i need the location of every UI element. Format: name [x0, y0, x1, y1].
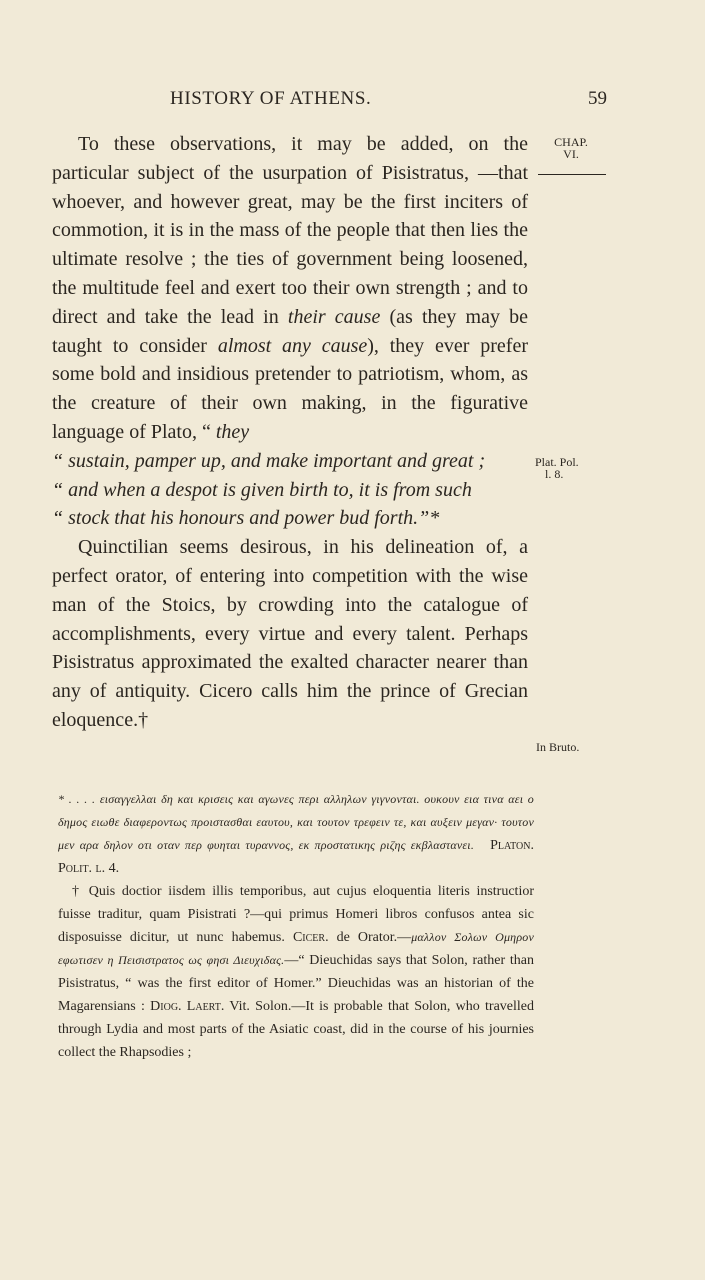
footnote-2-text-3: —“ Dieuchidas says that Solon, rather than Pisistratus, “ was the first editor of Homer.” Dieuchidas was an historian of the Magarensians :: [58, 953, 535, 1014]
footnote-1-source: Platon. Polit. l. 4.: [58, 838, 534, 876]
page-number: 59: [588, 88, 607, 109]
chapter-label: CHAP.: [554, 135, 588, 149]
footnote-2: [58, 880, 534, 1064]
running-head: [52, 88, 607, 116]
margin-note-plato-line1: Plat. Pol.: [535, 455, 579, 469]
chapter-marker: [536, 136, 606, 160]
footnote-2-text-4: Vit. Solon.—It is probable that Solon, who travelled through Lydia and most parts of the Asiatic coast, did in the course of his journies collect the Rhapsodies ;: [58, 999, 534, 1060]
quote-line-1: “ sustain, pamper up, and make important and great ;: [52, 449, 486, 472]
chapter-rule: [538, 174, 606, 175]
paragraph-1-emphasis-3: they: [215, 420, 250, 443]
paragraph-1-text-2: (as they may be taught to consider: [52, 305, 529, 357]
footnote-2-greek: μαλλον Σολων Ομηρον εφωτισεν η Πεισιστρατος ως φησι Διευχιδας.: [58, 930, 535, 967]
footnote-2-text: † Quis doctior iisdem illis temporibus, aut cujus eloquentia literis instructior fuisse traditur, quam Pisistrati ?—qui primus Homeri libros confusos antea sic disposuisse dicitur, ut nunc habemus.: [58, 884, 534, 945]
margin-note-plato-line2: l. 8.: [545, 467, 564, 481]
paragraph-2: Quinctilian seems desirous, in his delineation of, a perfect orator, of entering into competition with the wise man of the Stoics, by crowding into the catalogue of accomplishments, every virtue and every talent. Perhaps Pisistratus approximated the exalted character nearer than any of antiquity. Cicero calls him the prince of Grecian eloquence.†: [52, 536, 528, 731]
paragraph-1-emphasis-1: their cause: [287, 305, 381, 328]
footnote-2-diog: Diog. Laert.: [150, 999, 225, 1014]
footnote-2-cicer: Cicer.: [292, 930, 329, 945]
margin-note-plato: [535, 456, 605, 480]
paragraph-1: [52, 130, 528, 447]
footnotes: [58, 788, 534, 1064]
footnote-2-text-2: de Orator.—: [328, 930, 412, 945]
quote-line-2: “ and when a despot is given birth to, it is from such: [52, 478, 472, 501]
chapter-number: VI.: [563, 147, 579, 161]
main-text: [52, 130, 528, 735]
page-title: HISTORY OF ATHENS.: [170, 88, 372, 109]
paragraph-1-emphasis-2: almost any cause: [217, 334, 368, 357]
footnote-1: [58, 788, 534, 880]
quote-line-3: “ stock that his honours and power bud forth.”*: [52, 507, 440, 530]
margin-note-bruto: In Bruto.: [536, 740, 580, 754]
footnote-1-greek: * . . . . εισαγγελλαι δη και κρισεις και αγωνες περι αλληλων γιγνονται. ουκουν εια τινα αει ο δημος ειωθε διαφεροντως προιστασθαι εαυτου, και τουτον τρεφειν τε, και αυξειν μεγαν· τουτον μεν αρα δηλον οτι οταν περ φυηται τυραννος, εκ προστατικης ριζης εκβλαστανει.: [58, 792, 534, 852]
paragraph-1-text: To these observations, it may be added, on the particular subject of the usurpation of Pisistratus, —that whoever, and however great, may be the first inciters of commotion, it is in the mass of the people that then lies the ultimate resolve ; the ties of government being loosened, the multitude feel and exert too their own strength ; and to direct and take the lead in: [52, 133, 528, 328]
paragraph-1-text-3: ), they ever prefer some bold and insidious pretender to patriotism, whom, as the creature of their own making, in the figurative language of Plato, “: [52, 334, 528, 443]
